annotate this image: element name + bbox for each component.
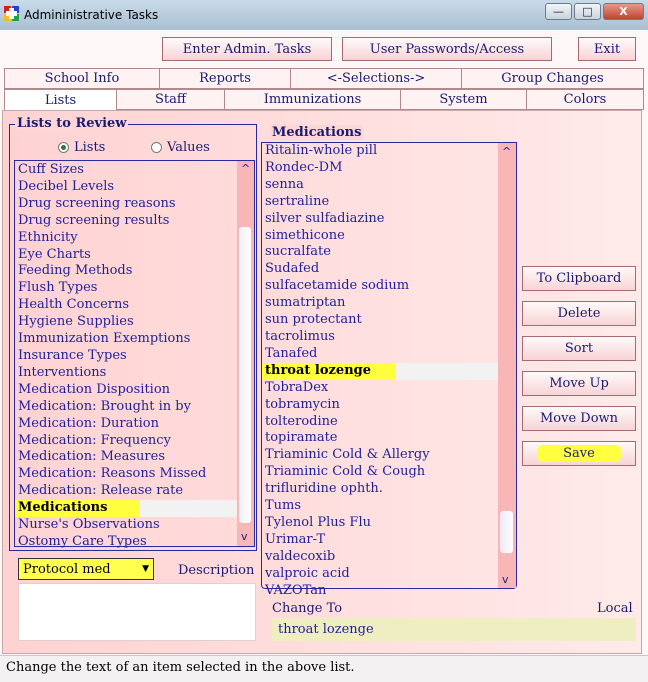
- change-to-label: Change To: [272, 601, 343, 616]
- list-item[interactable]: Drug screening results: [18, 212, 170, 228]
- medication-item[interactable]: Triaminic Cold & Cough: [265, 464, 426, 480]
- medication-item[interactable]: Tylenol Plus Flu: [265, 514, 371, 530]
- medication-item[interactable]: Tanafed: [265, 345, 318, 361]
- list-item[interactable]: Interventions: [18, 364, 107, 380]
- medication-item[interactable]: simethicone: [265, 227, 345, 243]
- medication-item[interactable]: sucralfate: [265, 244, 331, 260]
- medication-item[interactable]: trifluridine ophth.: [265, 481, 383, 497]
- medications-scrollbar[interactable]: [498, 143, 516, 588]
- tab-colors[interactable]: Colors: [526, 89, 644, 110]
- lists-scrollbar[interactable]: [237, 161, 254, 546]
- medication-item[interactable]: Rondec-DM: [265, 159, 343, 175]
- medication-item[interactable]: Tums: [265, 498, 302, 514]
- list-item[interactable]: Medication: Duration: [18, 415, 159, 431]
- list-item[interactable]: Drug screening reasons: [18, 195, 176, 211]
- maximize-button[interactable]: [574, 3, 601, 20]
- protocol-dropdown-value: Protocol med: [23, 561, 111, 577]
- close-icon: X: [619, 5, 628, 18]
- list-item[interactable]: Nurse's Observations: [18, 517, 160, 533]
- list-item[interactable]: Immunization Exemptions: [18, 331, 191, 347]
- values-radio-button[interactable]: [151, 142, 162, 153]
- scroll-up-icon[interactable]: ^: [241, 162, 251, 175]
- values-radio[interactable]: [151, 140, 210, 155]
- list-item[interactable]: Medication: Reasons Missed: [18, 466, 207, 482]
- tab-system[interactable]: System: [400, 89, 527, 110]
- list-item[interactable]: Eye Charts: [18, 246, 91, 262]
- list-item[interactable]: Feeding Methods: [18, 263, 133, 279]
- to-clipboard-button[interactable]: To Clipboard: [522, 266, 636, 291]
- enter-admin-tasks-button[interactable]: Enter Admin. Tasks: [162, 37, 332, 61]
- description-label: Description: [178, 563, 255, 578]
- medication-item[interactable]: sertraline: [265, 193, 330, 209]
- app-icon: [4, 6, 19, 21]
- medication-item[interactable]: TobraDex: [265, 379, 329, 395]
- lists-radio[interactable]: [58, 140, 105, 155]
- list-item[interactable]: Medication: Frequency: [18, 432, 171, 448]
- status-bar: [0, 655, 648, 682]
- exit-button[interactable]: Exit: [578, 37, 636, 61]
- tab-immunizations[interactable]: Immunizations: [224, 89, 401, 110]
- list-item[interactable]: Ostomy Care Types: [18, 533, 147, 549]
- medication-item[interactable]: Ritalin-whole pill: [265, 143, 378, 158]
- minimize-button[interactable]: [545, 3, 572, 20]
- medications-listbox[interactable]: [261, 142, 517, 598]
- lists-to-review-title: Lists to Review: [17, 116, 127, 131]
- medication-item[interactable]: Triaminic Cold & Allergy: [265, 447, 430, 463]
- scroll-up-icon[interactable]: ^: [502, 145, 512, 158]
- medications-title: Medications: [272, 125, 362, 140]
- medication-item[interactable]: sumatriptan: [265, 295, 346, 311]
- tab-reports[interactable]: Reports: [159, 68, 291, 89]
- values-radio-label: Values: [167, 140, 210, 155]
- scroll-down-icon[interactable]: v: [502, 573, 509, 586]
- list-item[interactable]: Medication: Brought in by: [18, 398, 191, 414]
- description-textbox[interactable]: [18, 583, 256, 641]
- save-button-label: Save: [537, 445, 621, 462]
- lists-scroll-thumb[interactable]: [239, 227, 251, 523]
- medication-item[interactable]: tolterodine: [265, 413, 338, 429]
- medication-item[interactable]: throat lozenge: [262, 363, 498, 380]
- medication-item[interactable]: valdecoxib: [265, 548, 336, 564]
- tab-group-changes[interactable]: Group Changes: [461, 68, 644, 89]
- medication-item[interactable]: tacrolimus: [265, 328, 335, 344]
- delete-button[interactable]: Delete: [522, 301, 636, 326]
- save-button[interactable]: [522, 441, 636, 466]
- local-label: Local: [597, 601, 633, 616]
- sort-button[interactable]: Sort: [522, 336, 636, 361]
- medication-item[interactable]: senna: [265, 176, 304, 192]
- scroll-down-icon[interactable]: v: [241, 530, 248, 543]
- tab-school-info[interactable]: School Info: [4, 68, 160, 89]
- medication-item[interactable]: topiramate: [265, 430, 338, 446]
- change-to-field[interactable]: throat lozenge: [272, 618, 636, 641]
- list-item[interactable]: Flush Types: [18, 280, 98, 296]
- tab-selections[interactable]: <-Selections->: [290, 68, 462, 89]
- list-item[interactable]: Medication Disposition: [18, 381, 171, 397]
- minimize-icon: —: [553, 5, 564, 18]
- chevron-down-icon: ▼: [142, 564, 149, 574]
- user-passwords-access-button[interactable]: User Passwords/Access: [342, 37, 552, 61]
- list-item[interactable]: Decibel Levels: [18, 178, 115, 194]
- lists-radio-button[interactable]: [58, 142, 69, 153]
- medication-item[interactable]: sulfacetamide sodium: [265, 278, 410, 294]
- medication-item[interactable]: sun protectant: [265, 312, 362, 328]
- list-item[interactable]: Insurance Types: [18, 347, 127, 363]
- move-up-button[interactable]: Move Up: [522, 371, 636, 396]
- lists-listbox[interactable]: [14, 160, 255, 547]
- title-bar: [0, 0, 648, 30]
- status-text: Change the text of an item selected in the above list.: [6, 660, 355, 675]
- move-down-button[interactable]: Move Down: [522, 406, 636, 431]
- medications-scroll-thumb[interactable]: [500, 511, 513, 553]
- tab-staff[interactable]: Staff: [116, 89, 225, 110]
- list-item[interactable]: Medication: Release rate: [18, 483, 184, 499]
- list-item[interactable]: Ethnicity: [18, 229, 78, 245]
- tab-lists[interactable]: Lists: [4, 89, 117, 111]
- list-item[interactable]: Hygiene Supplies: [18, 314, 134, 330]
- list-item[interactable]: Cuff Sizes: [18, 162, 84, 177]
- medication-item[interactable]: tobramycin: [265, 396, 340, 412]
- list-item[interactable]: Medication: Measures: [18, 449, 165, 465]
- close-button[interactable]: [603, 3, 644, 20]
- maximize-icon: □: [582, 5, 593, 18]
- medication-item[interactable]: VAZOTan: [265, 582, 327, 598]
- medication-item[interactable]: Urimar-T: [265, 531, 326, 547]
- medication-item[interactable]: Sudafed: [265, 261, 320, 277]
- list-item[interactable]: Medications: [15, 500, 237, 517]
- lists-radio-label: Lists: [74, 140, 106, 155]
- medication-item[interactable]: silver sulfadiazine: [265, 210, 385, 226]
- medication-item[interactable]: valproic acid: [265, 565, 350, 581]
- list-item[interactable]: Health Concerns: [18, 297, 130, 313]
- protocol-dropdown[interactable]: [18, 558, 154, 580]
- window-title: Admininistrative Tasks: [24, 8, 159, 22]
